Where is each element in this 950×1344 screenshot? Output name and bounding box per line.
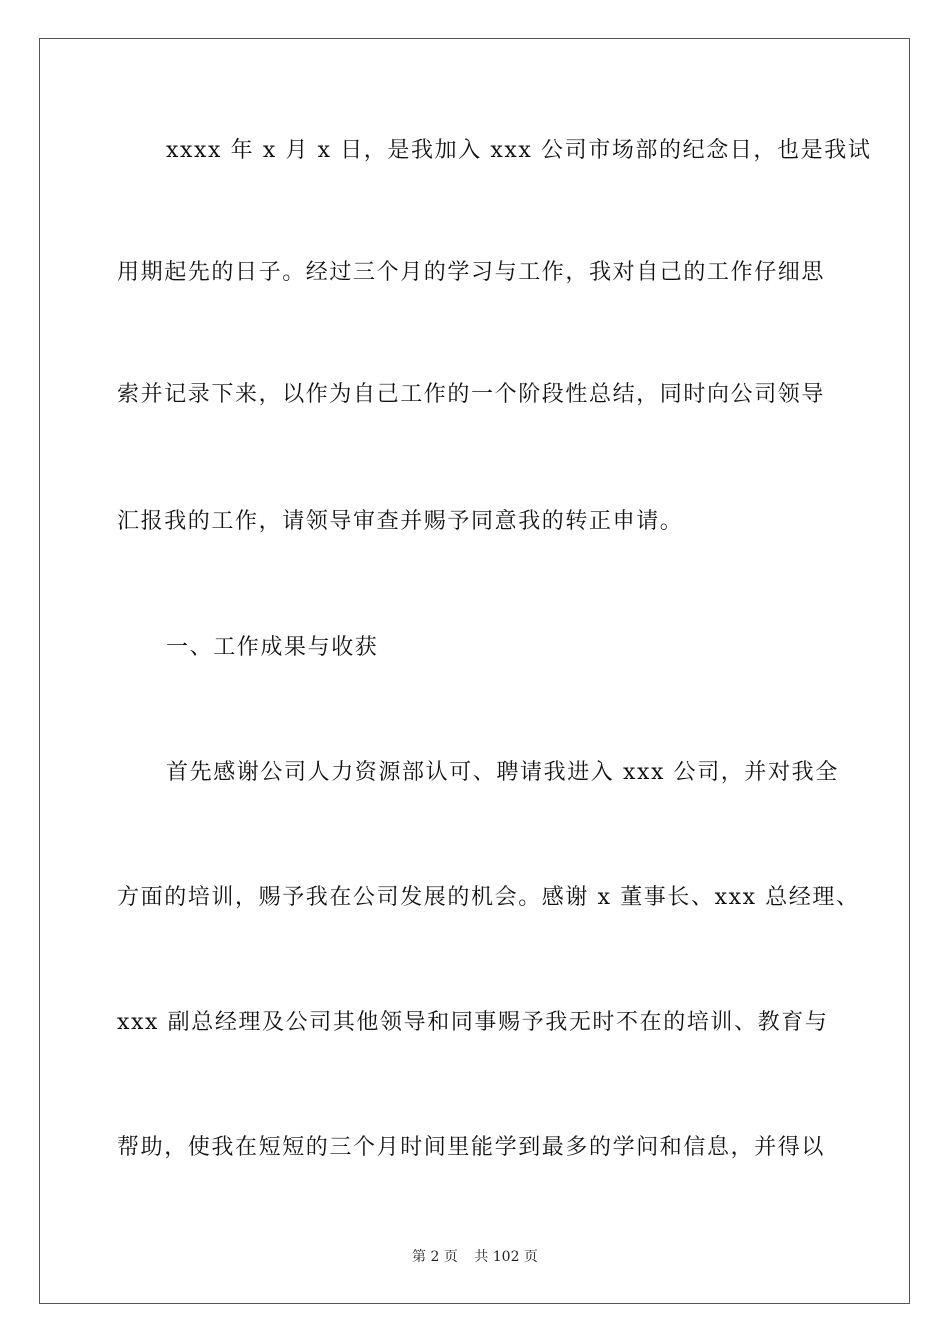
page-border	[39, 38, 910, 1304]
paragraph-line: xxx 副总经理及公司其他领导和同事赐予我无时不在的培训、教育与	[117, 1010, 829, 1035]
paragraph-line: 帮助，使我在短短的三个月时间里能学到最多的学问和信息，并得以	[117, 1135, 826, 1160]
page-total: 共 102 页	[474, 1249, 538, 1265]
paragraph-line: 索并记录下来，以作为自己工作的一个阶段性总结，同时向公司领导	[117, 382, 826, 407]
section-heading: 一、工作成果与收获	[166, 635, 379, 660]
paragraph-line: xxxx 年 x 月 x 日，是我加入 xxx 公司市场部的纪念日，也是我试	[166, 138, 872, 163]
paragraph-line: 汇报我的工作，请领导审查并赐予同意我的转正申请。	[117, 509, 684, 534]
paragraph-line: 方面的培训，赐予我在公司发展的机会。感谢 x 董事长、xxx 总经理、	[117, 885, 860, 910]
paragraph-line: 用期起先的日子。经过三个月的学习与工作，我对自己的工作仔细思	[117, 260, 826, 285]
page-footer	[0, 1248, 950, 1266]
page-number: 第 2 页	[412, 1249, 458, 1265]
paragraph-line: 首先感谢公司人力资源部认可、聘请我进入 xxx 公司，并对我全	[166, 760, 839, 785]
